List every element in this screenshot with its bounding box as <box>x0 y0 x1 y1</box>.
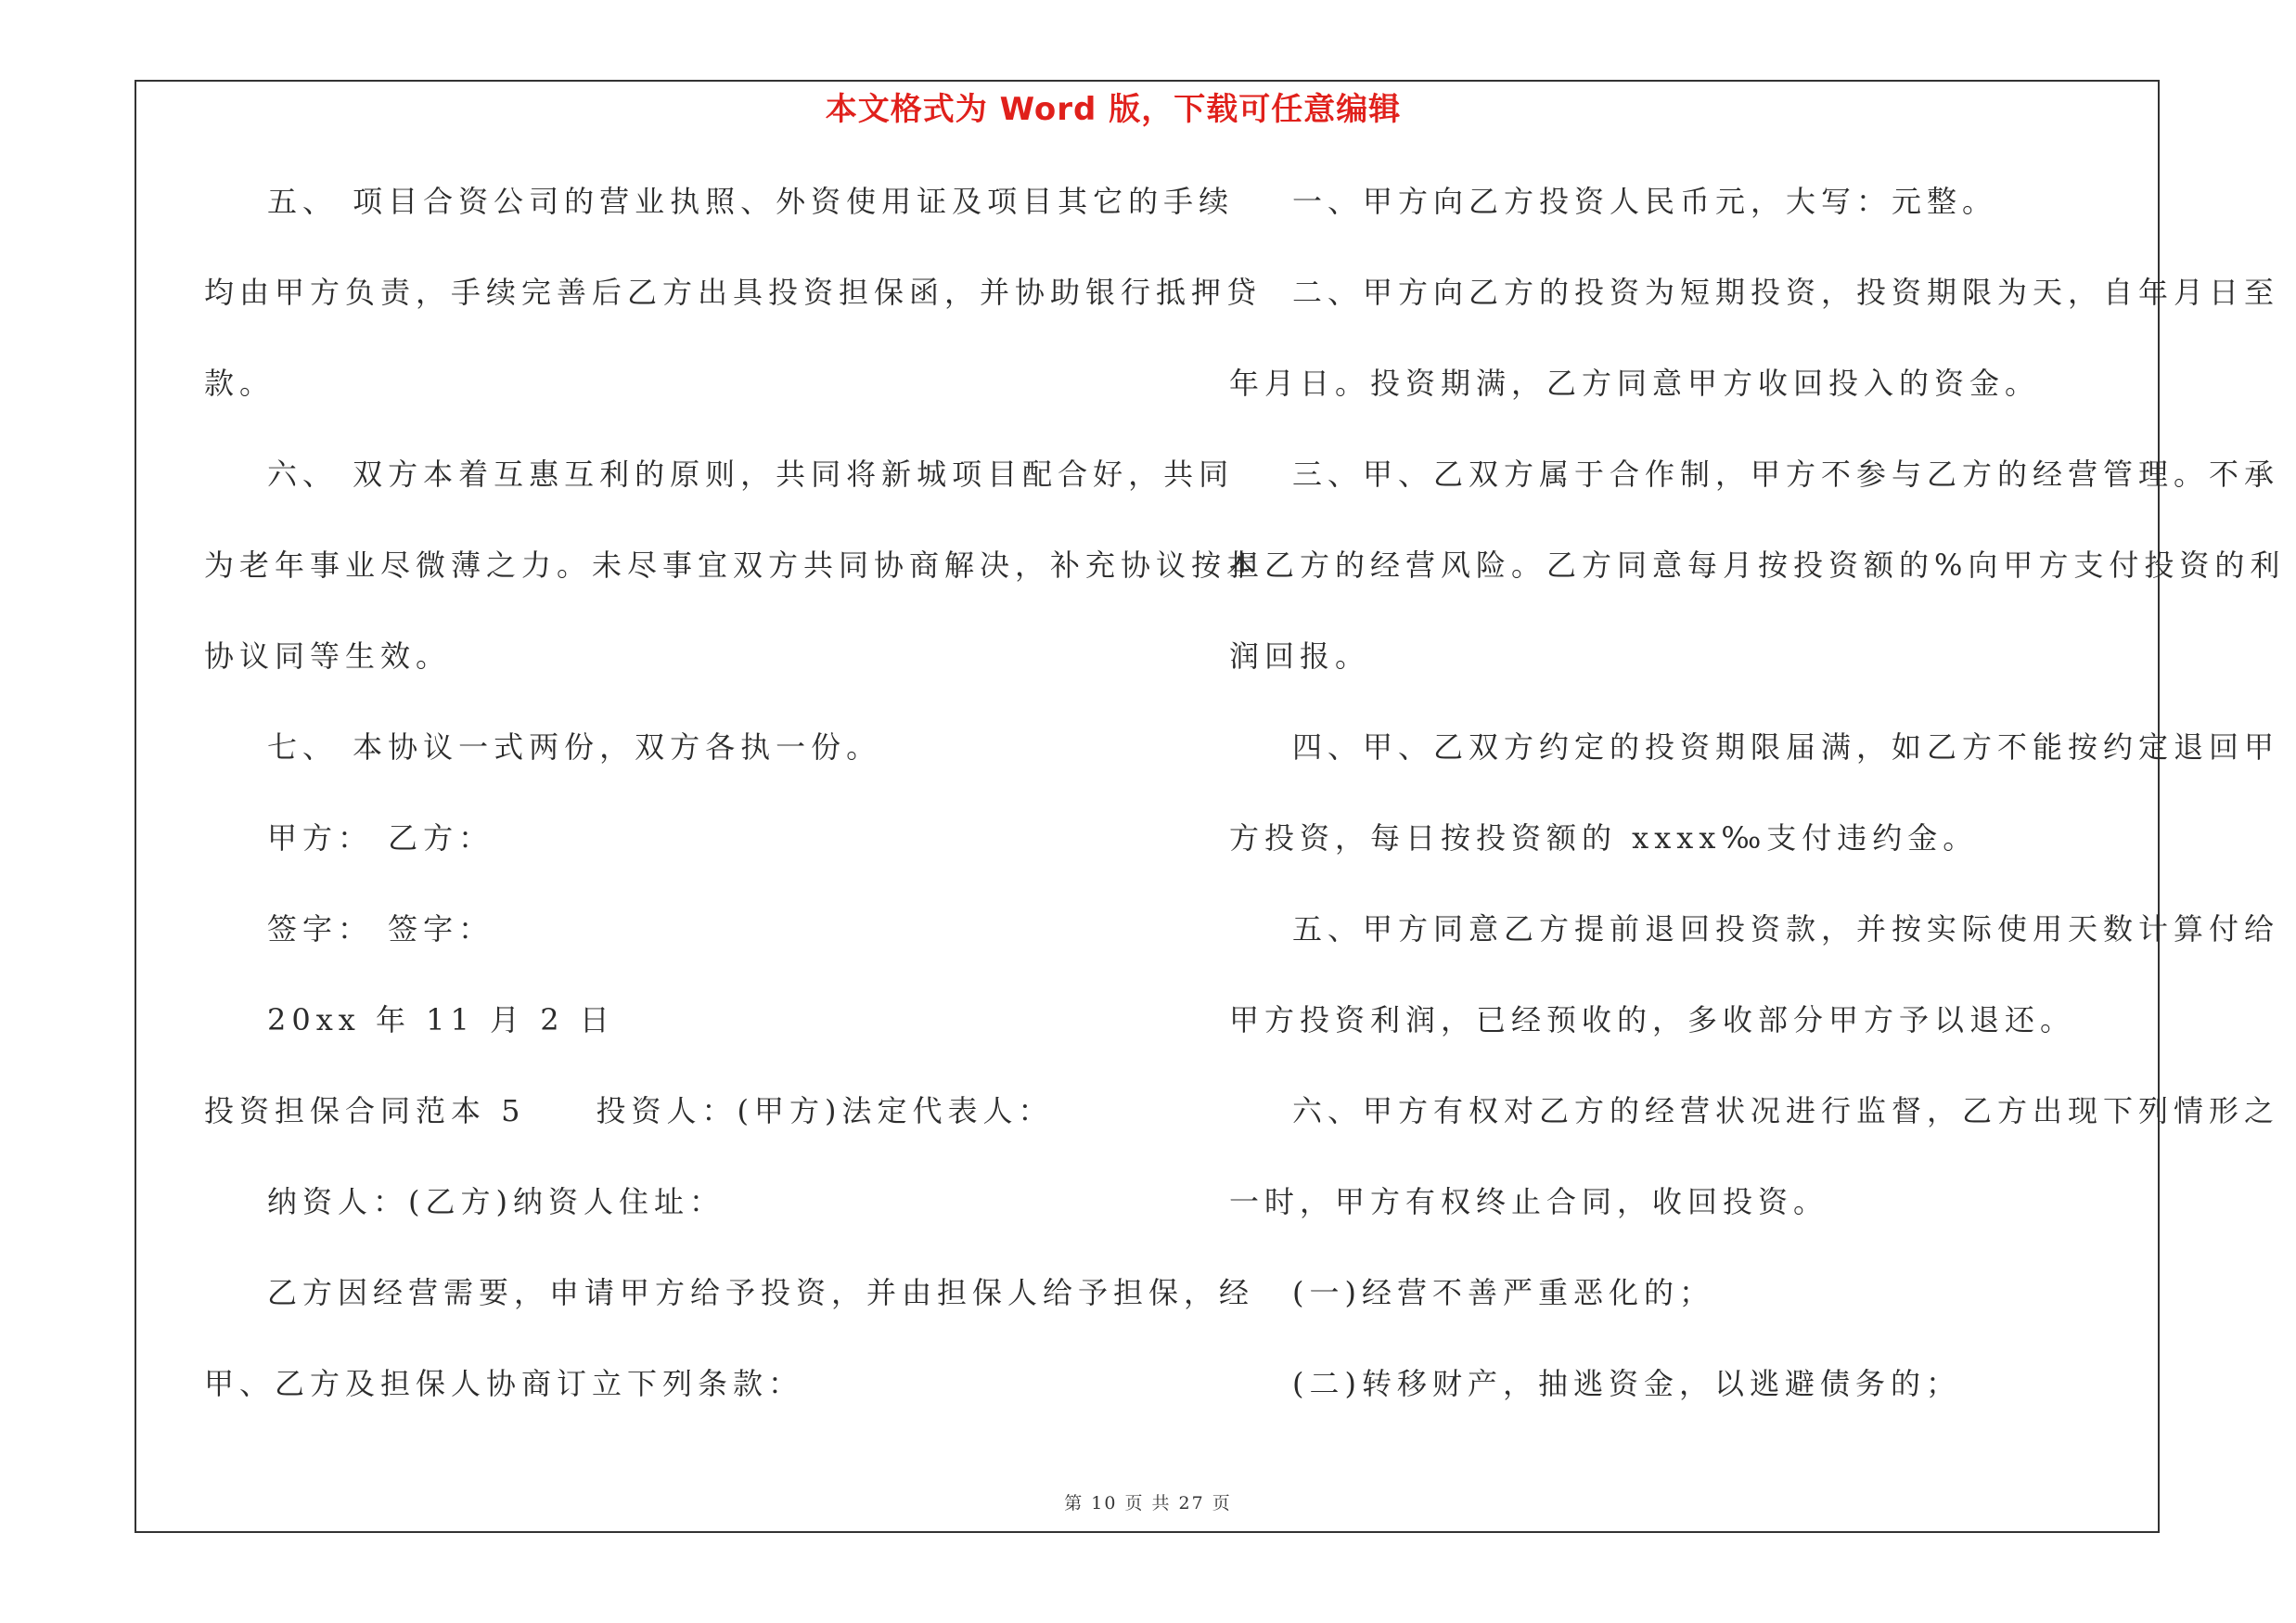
page-number-footer: 第 10 页 共 27 页 <box>1064 1493 1232 1514</box>
text-line: 六、 双方本着互惠互利的原则，共同将新城项目配合好，共同 <box>267 457 1235 492</box>
text-line: (一)经营不善严重恶化的； <box>1292 1275 1714 1310</box>
text-line: (二)转移财产，抽逃资金，以逃避债务的； <box>1292 1366 1961 1401</box>
text-line: 方投资，每日按投资额的 xxxx‰支付违约金。 <box>1229 820 1979 856</box>
text-line: 润回报。 <box>1229 638 1371 674</box>
text-line: 七、 本协议一式两份，双方各执一份。 <box>267 729 882 765</box>
text-line: 一时，甲方有权终止合同，收回投资。 <box>1229 1184 1829 1219</box>
text-line: 四、甲、乙双方约定的投资期限届满，如乙方不能按约定退回甲 <box>1292 729 2280 765</box>
text-line: 甲方： 乙方： <box>267 820 494 856</box>
text-line: 一、甲方向乙方投资人民币元，大写：元整。 <box>1292 184 1998 219</box>
text-line: 甲、乙方及担保人协商订立下列条款： <box>204 1366 804 1401</box>
text-line: 投资担保合同范本 5 投资人：(甲方)法定代表人： <box>204 1093 1054 1128</box>
text-line: 20xx 年 11 月 2 日 <box>267 1002 615 1037</box>
text-line: 协议同等生效。 <box>204 638 452 674</box>
word-format-banner: 本文格式为 Word 版，下载可任意编辑 <box>825 91 1402 128</box>
text-line: 签字： 签字： <box>267 911 494 947</box>
text-line: 五、甲方同意乙方提前退回投资款，并按实际使用天数计算付给 <box>1292 911 2280 947</box>
text-line: 三、甲、乙双方属于合作制，甲方不参与乙方的经营管理。不承 <box>1292 457 2280 492</box>
text-line: 为老年事业尽微薄之力。未尽事宜双方共同协商解决，补充协议按本 <box>204 547 1263 583</box>
text-line: 五、 项目合资公司的营业执照、外资使用证及项目其它的手续 <box>267 184 1235 219</box>
text-line: 均由甲方负责，手续完善后乙方出具投资担保函，并协助银行抵押贷 <box>204 275 1263 310</box>
text-line: 乙方因经营需要，申请甲方给予投资，并由担保人给予担保，经 <box>267 1275 1255 1310</box>
text-line: 款。 <box>204 366 276 401</box>
text-line: 甲方投资利润，已经预收的，多收部分甲方予以退还。 <box>1229 1002 2076 1037</box>
text-line: 纳资人：(乙方)纳资人住址： <box>267 1184 725 1219</box>
text-line: 二、甲方向乙方的投资为短期投资，投资期限为天，自年月日至 <box>1292 275 2280 310</box>
text-line: 年月日。投资期满，乙方同意甲方收回投入的资金。 <box>1229 366 2041 401</box>
text-line: 担乙方的经营风险。乙方同意每月按投资额的%向甲方支付投资的利 <box>1229 547 2286 583</box>
text-line: 六、甲方有权对乙方的经营状况进行监督，乙方出现下列情形之 <box>1292 1093 2280 1128</box>
